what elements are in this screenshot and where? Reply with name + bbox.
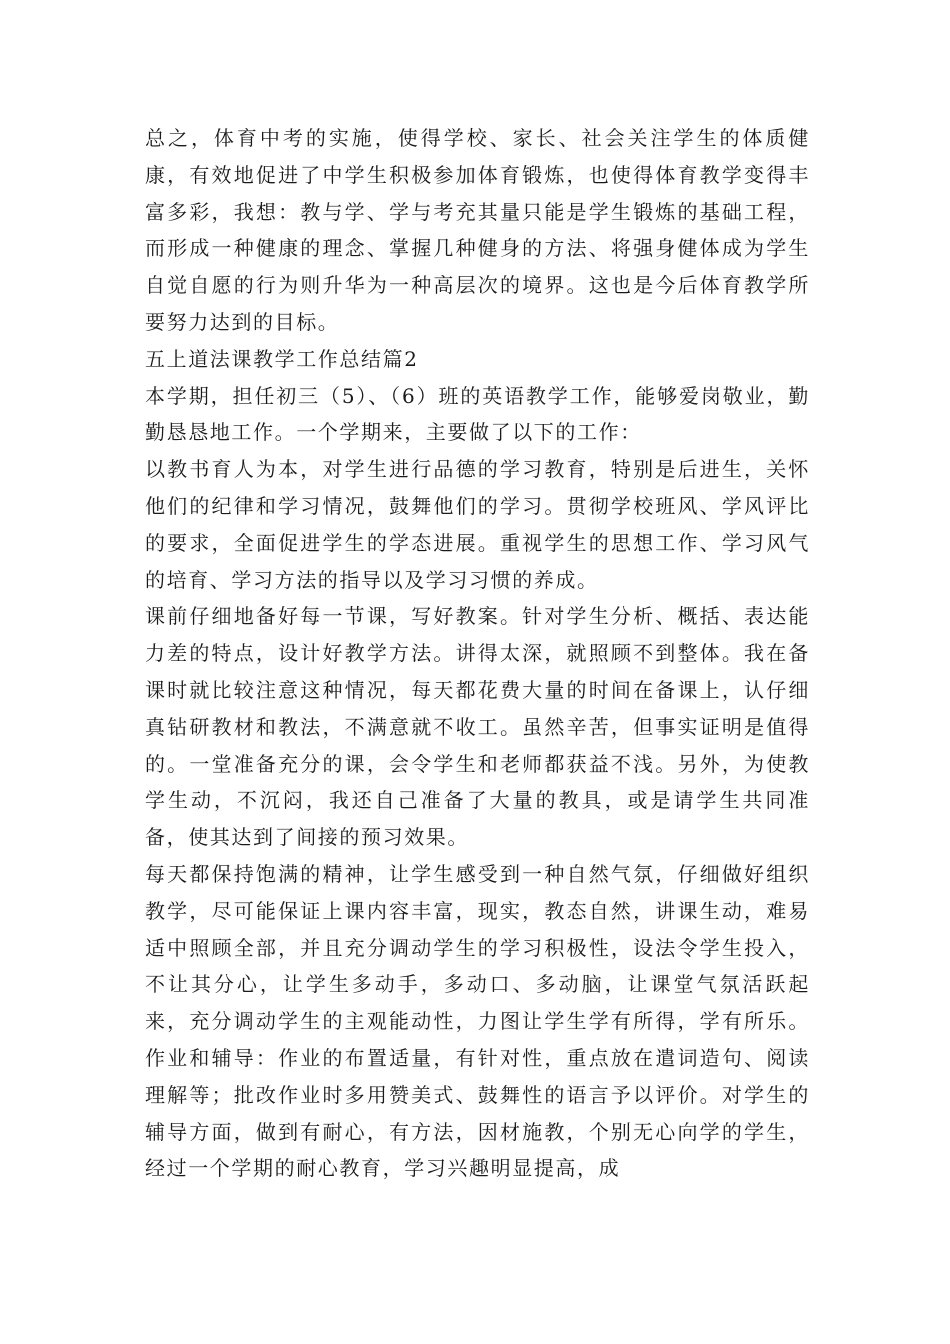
paragraph-intro: 本学期，担任初三（5）、（6）班的英语教学工作，能够爱岗敬业，勤勤恳恳地工作。一个学期来，主要做了以下的工作： bbox=[145, 383, 810, 445]
paragraph-lesson-preparation: 课前仔细地备好每一节课，写好教案。针对学生分析、概括、表达能力差的特点，设计好教学方法。讲得太深，就照顾不到整体。我在备课时就比较注意这种情况，每天都花费大量的时间在备课上，认仔细真钻研教材和教法，不满意就不收工。虽然辛苦，但事实证明是值得的。一堂准备充分的课，会令学生和老师都获益不浅。另外，为使教学生动，不沉闷，我还自己准备了大量的教具，或是请学生共同准备，使其达到了间接的预习效果。 bbox=[145, 604, 810, 850]
section-heading: 五上道法课教学工作总结篇2 bbox=[145, 346, 419, 371]
paragraph-moral-education: 以教书育人为本，对学生进行品德的学习教育，特别是后进生，关怀他们的纪律和学习情况，鼓舞他们的学习。贯彻学校班风、学风评比的要求，全面促进学生的学态进展。重视学生的思想工作、学习风气的培育、学习方法的指导以及学习习惯的养成。 bbox=[145, 457, 810, 592]
document-body bbox=[145, 120, 810, 1187]
paragraph-classroom-teaching: 每天都保持饱满的精神，让学生感受到一种自然气氛，仔细做好组织教学，尽可能保证上课内容丰富，现实，教态自然，讲课生动，难易适中照顾全部，并且充分调动学生的学习积极性，设法令学生投入，不让其分心，让学生多动手，多动口、多动脑，让课堂气氛活跃起来，充分调动学生的主观能动性，力图让学生学有所得，学有所乐。 作业和辅导：作业的布置适量，有针对性，重点放在遣词造句、阅读理解等；批改作业时多用赞美式、鼓舞性的语言予以评价。对学生的辅导方面，做到有耐心，有方法，因材施教，个别无心向学的学生，经过一个学期的耐心教育，学习兴趣明显提高，成 bbox=[145, 861, 810, 1181]
paragraph-conclusion: 总之，体育中考的实施，使得学校、家长、社会关注学生的体质健康，有效地促进了中学生积极参加体育锻炼，也使得体育教学变得丰富多彩，我想：教与学、学与考充其量只能是学生锻炼的基础工程，而形成一种健康的理念、掌握几种健身的方法、将强身健体成为学生自觉自愿的行为则升华为一种高层次的境界。这也是今后体育教学所要努力达到的目标。 bbox=[145, 126, 810, 334]
